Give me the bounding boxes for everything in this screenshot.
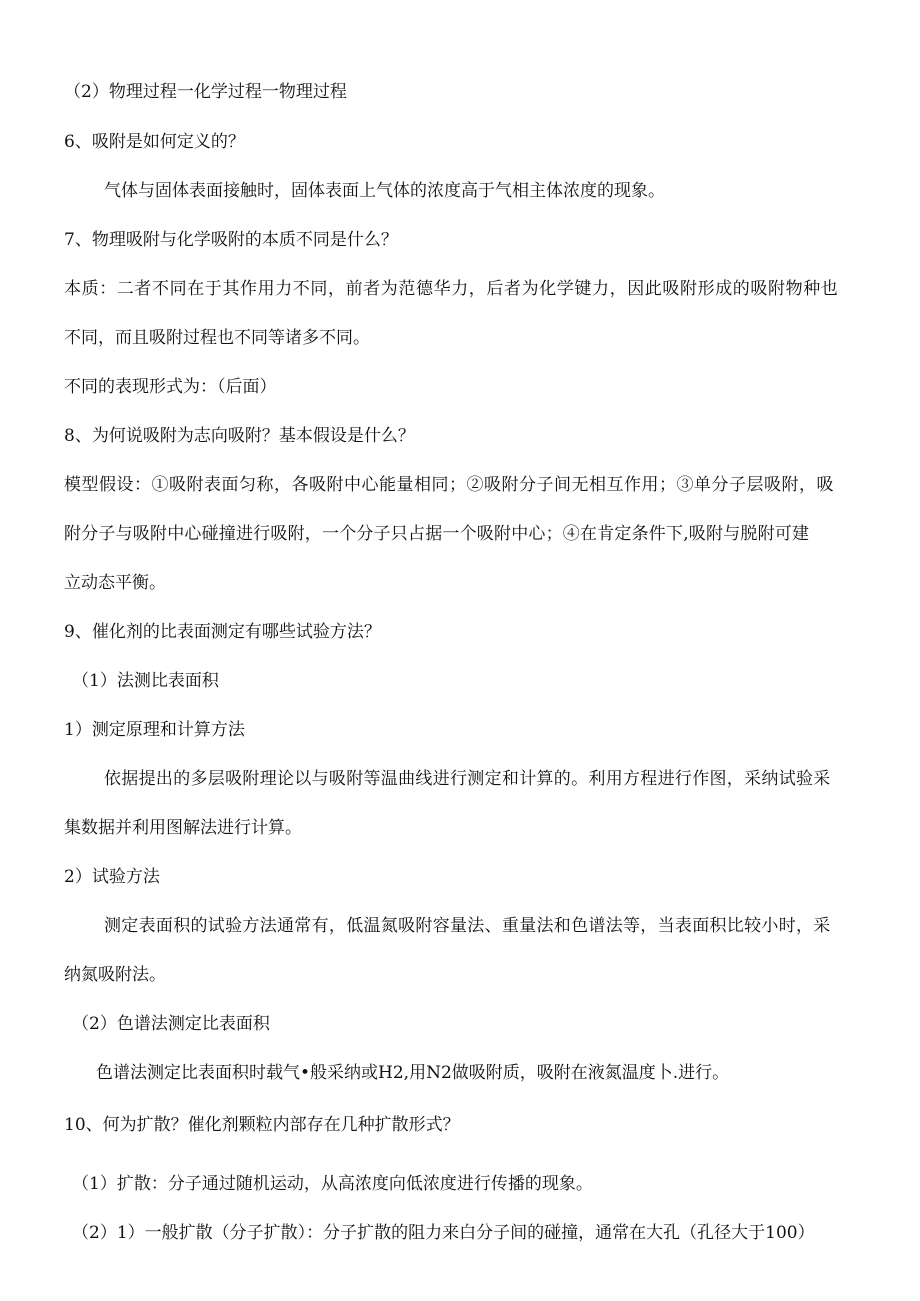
method-1-text-2-line-1: 测定表面积的试验方法通常有，低温氮吸附容量法、重量法和色谱法等，当表面积比较小时，采 bbox=[104, 916, 831, 936]
answer-8-line-1: 模型假设：①吸附表面匀称，各吸附中心能量相同；②吸附分子间无相互作用；③单分子层吸附，吸 bbox=[64, 475, 834, 495]
question-6-heading: 6、吸附是如何定义的？ bbox=[64, 132, 245, 152]
method-1-text-2-line-2: 纳氮吸附法。 bbox=[64, 965, 166, 985]
method-1-text-1-line-2: 集数据并利用图解法进行计算。 bbox=[64, 818, 302, 838]
answer-7-line-1: 本质：二者不同在于其作用力不同，前者为范德华力，后者为化学键力，因此吸附形成的吸附物种也 bbox=[64, 279, 839, 299]
answer-7-line-3: 不同的表现形式为：（后面） bbox=[64, 377, 277, 397]
question-9-heading: 9、催化剂的比表面测定有哪些试验方法？ bbox=[64, 622, 381, 642]
method-1-subheading-1: 1）测定原理和计算方法 bbox=[64, 720, 245, 740]
method-1-subheading-2: 2）试验方法 bbox=[64, 867, 160, 887]
method-1-heading: （1）法测比表面积 bbox=[72, 671, 219, 691]
answer-6-text: 气体与固体表面接触时，固体表面上气体的浓度高于气相主体浓度的现象。 bbox=[104, 181, 665, 201]
text-line-process: （2）物理过程一化学过程一物理过程 bbox=[64, 82, 347, 102]
question-8-heading: 8、为何说吸附为志向吸附？基本假设是什么？ bbox=[64, 426, 415, 446]
method-2-text: 色谱法测定比表面积时载气•般采纳或H2,用N2做吸附质，吸附在液氮温度卜.进行。 bbox=[96, 1063, 730, 1083]
question-10-heading: 10、何为扩散？催化剂颗粒内部存在几种扩散形式？ bbox=[64, 1115, 460, 1135]
answer-10-line-2: （2）1）一般扩散（分子扩散）：分子扩散的阻力来白分子间的碰撞，通常在大孔（孔径大于100） bbox=[72, 1223, 815, 1243]
method-1-text-1-line-1: 依据提出的多层吸附理论以与吸附等温曲线进行测定和计算的。利用方程进行作图，采纳试验采 bbox=[104, 769, 831, 789]
answer-10-line-1: （1）扩散：分子通过随机运动，从高浓度向低浓度进行传播的现象。 bbox=[72, 1174, 593, 1194]
answer-8-line-3: 立动态平衡。 bbox=[64, 573, 166, 593]
answer-7-line-2: 不同，而且吸附过程也不同等诸多不同。 bbox=[64, 328, 370, 348]
answer-8-line-2: 附分子与吸附中心碰撞进行吸附，一个分子只占据一个吸附中心；④在肯定条件下,吸附与脱附可建 bbox=[64, 524, 810, 544]
question-7-heading: 7、物理吸附与化学吸附的本质不同是什么？ bbox=[64, 230, 398, 250]
method-2-heading: （2）色谱法测定比表面积 bbox=[72, 1014, 270, 1034]
